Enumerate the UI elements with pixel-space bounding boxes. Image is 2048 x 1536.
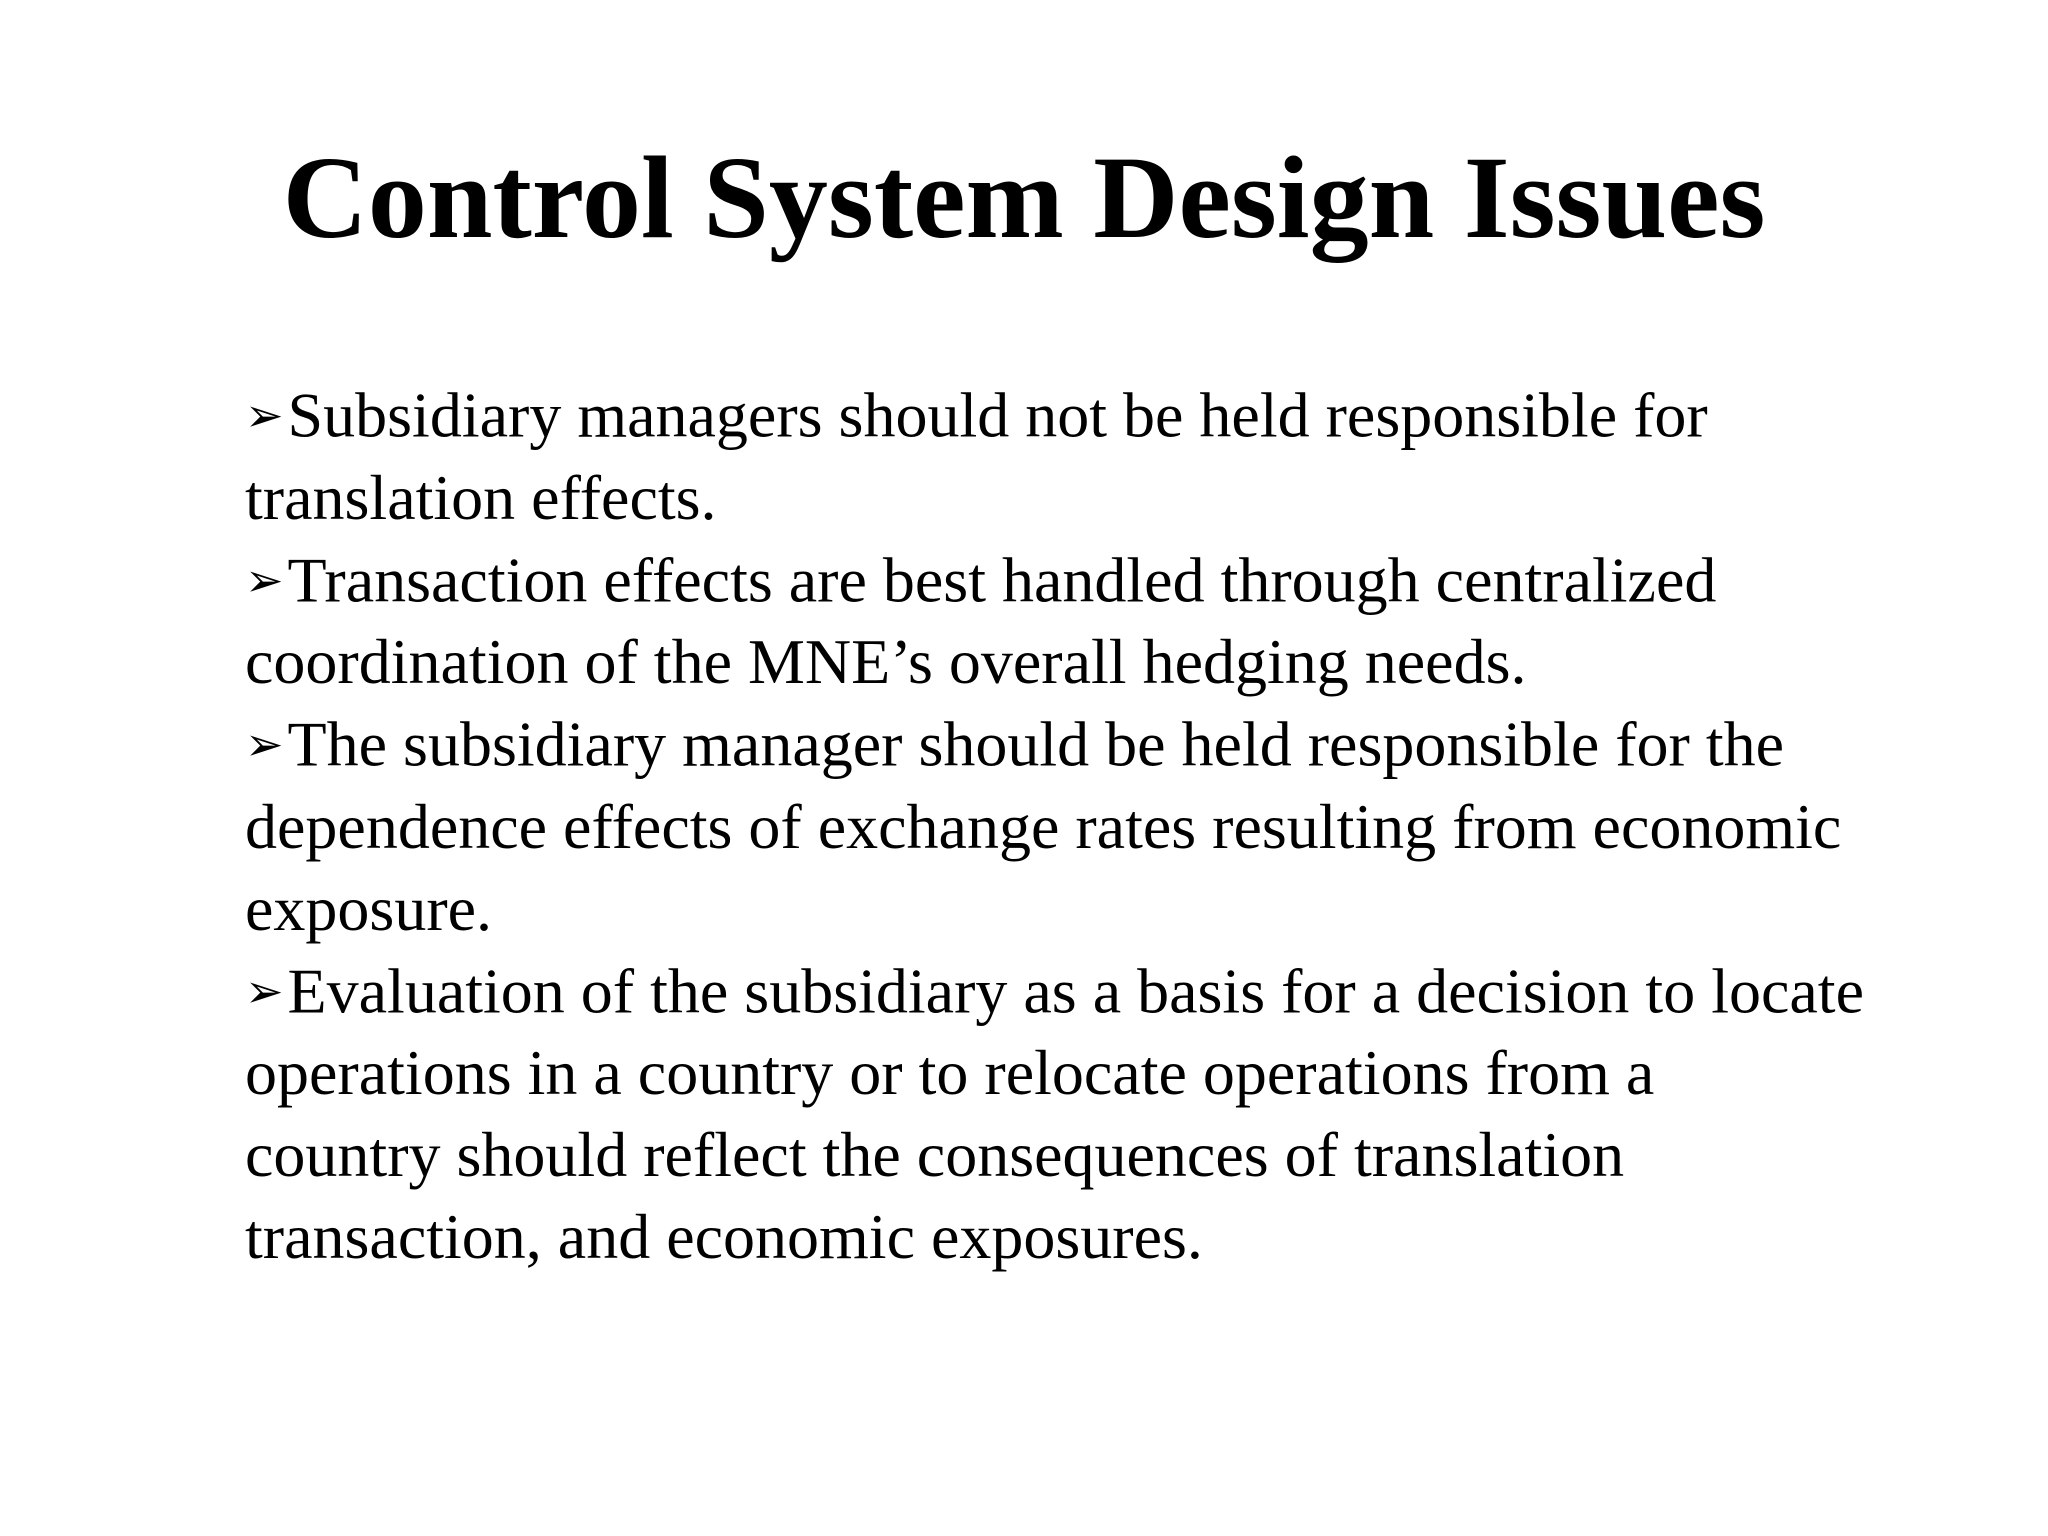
arrowhead-bullet-icon: ➢ — [245, 552, 284, 607]
bullet-text: Subsidiary managers should not be held responsible for translation effects. — [245, 379, 1708, 533]
bullet-text: Evaluation of the subsidiary as a basis for a decision to locate operations in a country or to relocate operations from a country should reflect the consequences of translation transaction, and economic exposures. — [245, 955, 1864, 1273]
bullet-item — [245, 703, 1865, 950]
bullet-text: The subsidiary manager should be held responsible for the dependence effects of exchange rates resulting from economic exposure. — [245, 708, 1842, 944]
bullet-item — [245, 374, 1865, 539]
bullet-list — [245, 374, 1865, 1278]
arrowhead-bullet-icon: ➢ — [245, 963, 284, 1018]
arrowhead-bullet-icon: ➢ — [245, 388, 284, 442]
bullet-text: Transaction effects are best handled through centralized coordination of the MNE’s overall hedging needs. — [245, 544, 1717, 698]
slide-title: Control System Design Issues — [282, 132, 1766, 263]
bullet-item — [245, 539, 1865, 704]
bullet-item — [245, 950, 1865, 1279]
arrowhead-bullet-icon: ➢ — [245, 717, 284, 772]
